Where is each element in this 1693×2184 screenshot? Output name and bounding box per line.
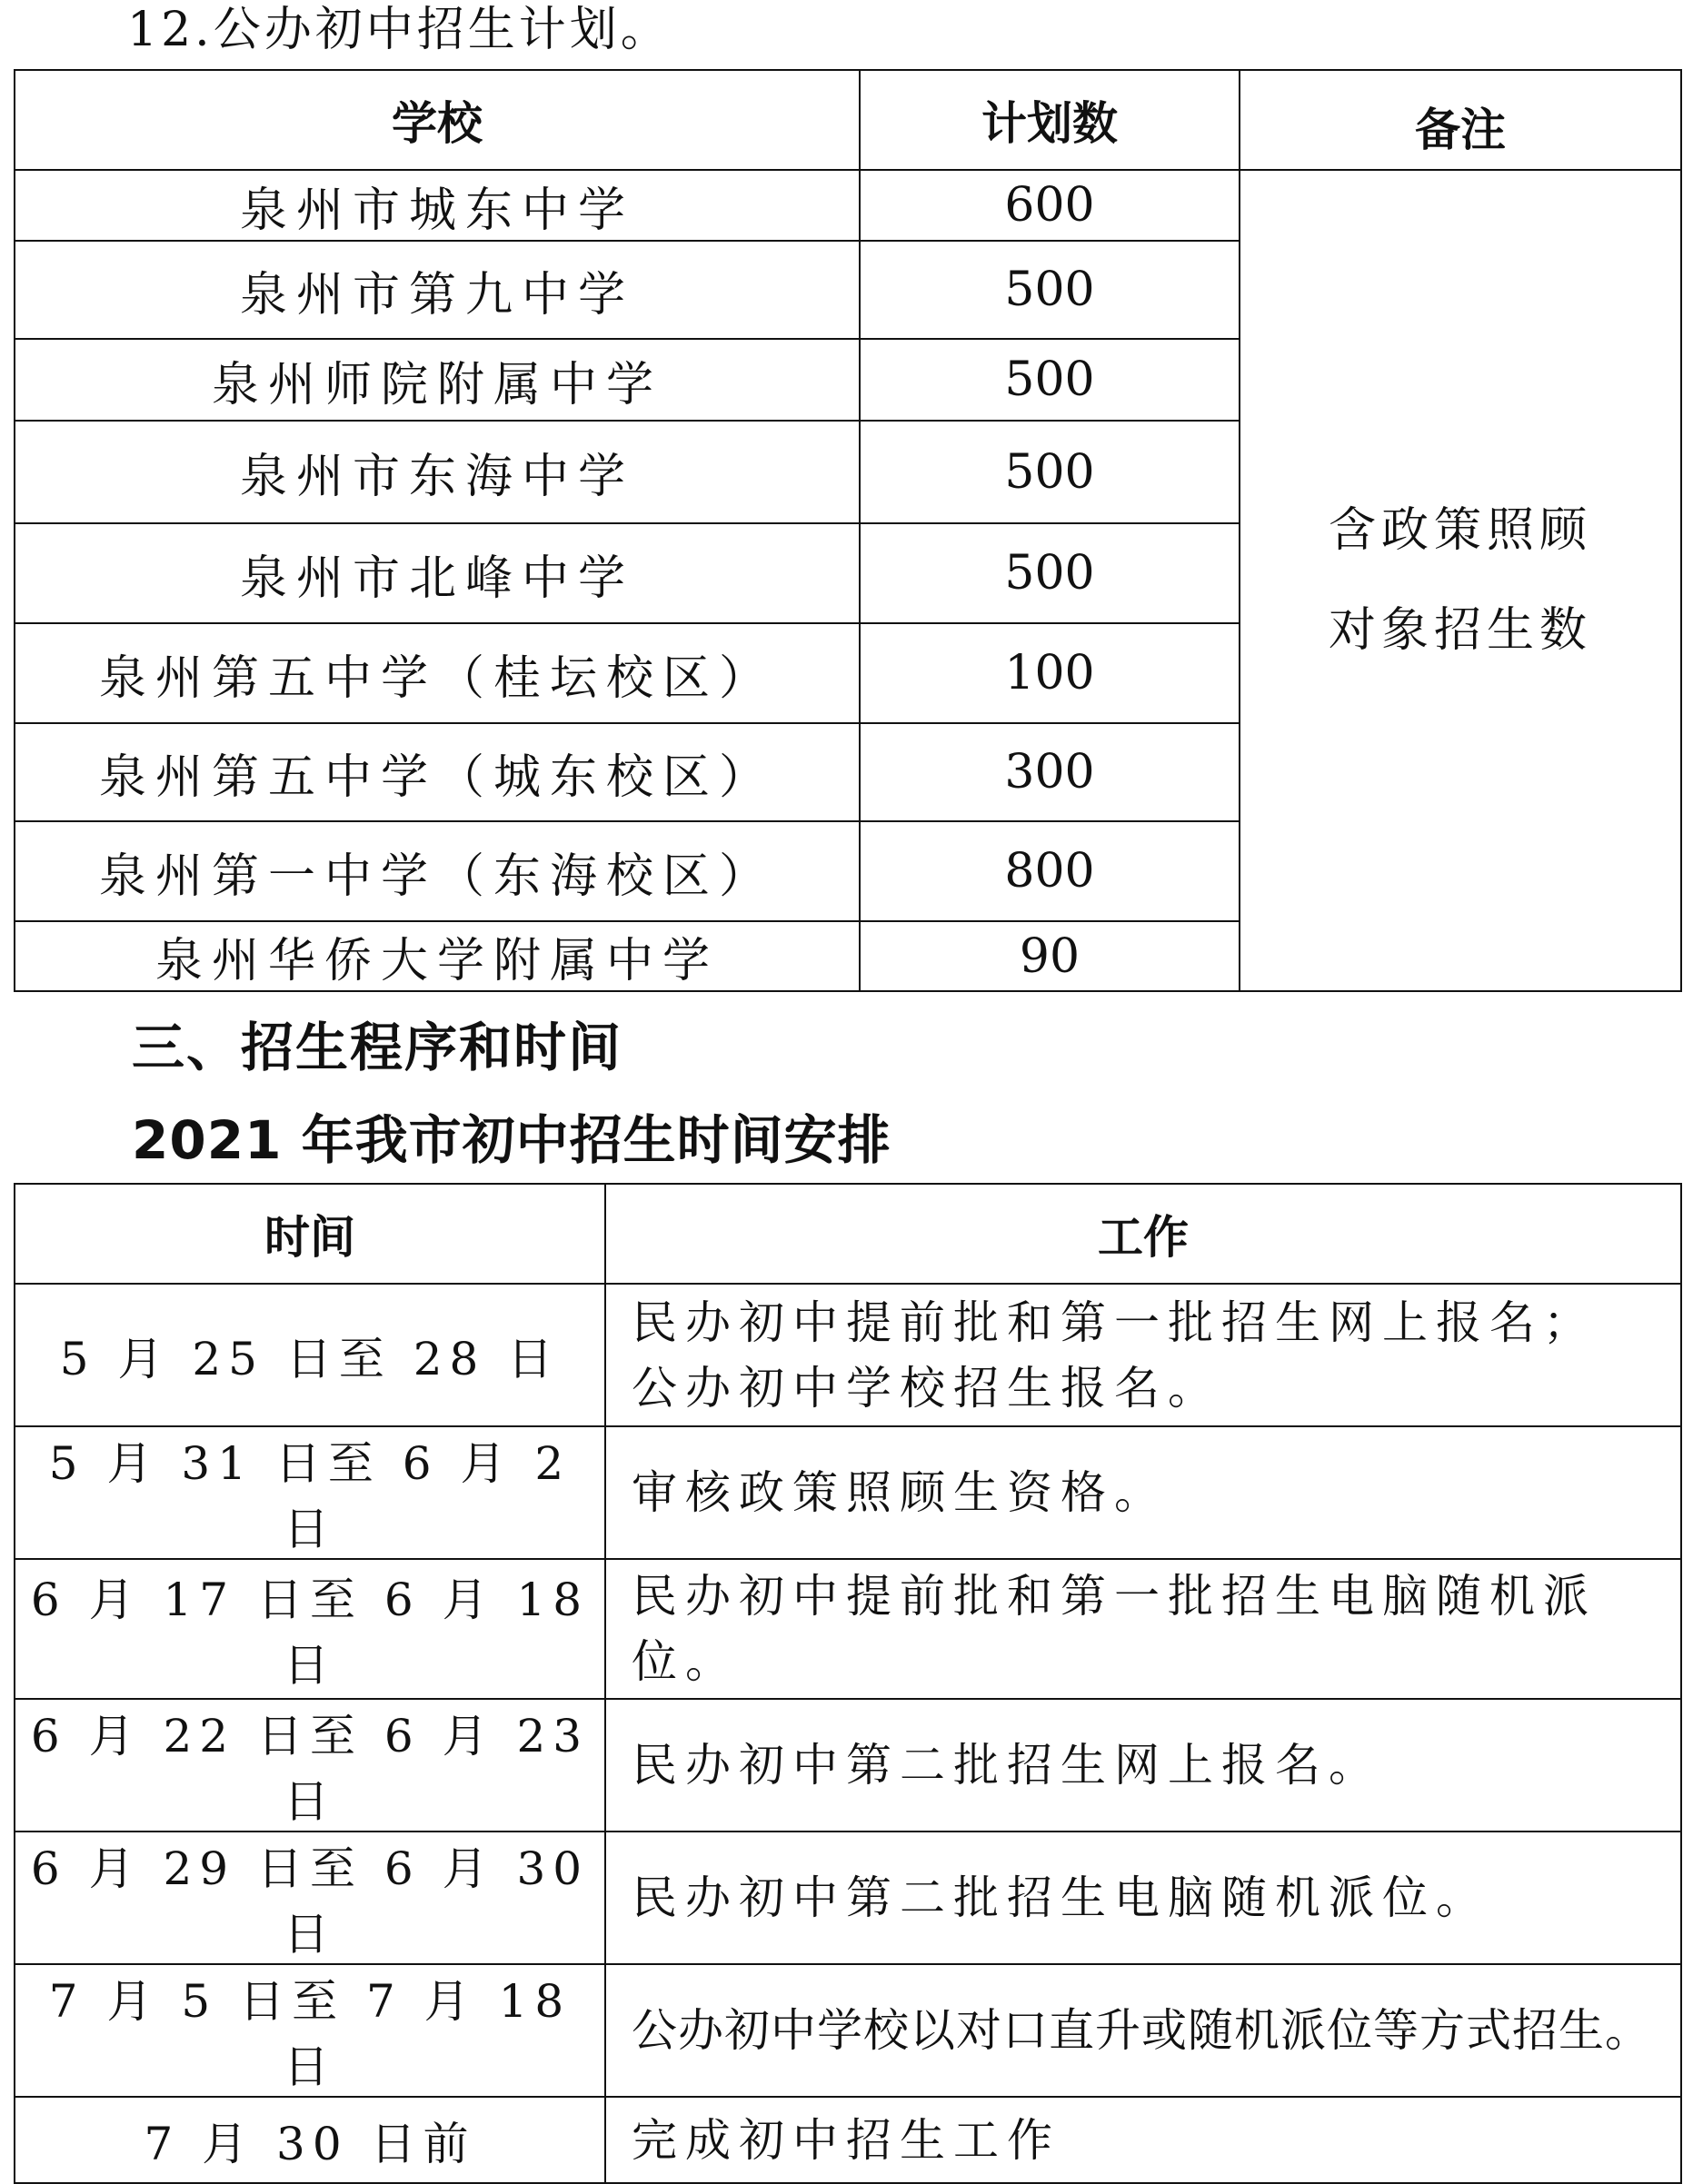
enrollment-plan-table [14,69,1682,992]
table-header-row [15,1184,1681,1284]
schedule-work [605,1426,1681,1559]
header-school: 学校 [15,70,860,170]
school-name: 泉州市东海中学 [15,421,860,523]
header-work: 工作 [605,1184,1681,1284]
schedule-work [605,1559,1681,1699]
schedule-time: 5 月 25 日至 28 日 [15,1284,605,1426]
work-line: 公办初中学校招生报名。 [632,1361,1221,1415]
schedule-time: 7 月 5 日至 7 月 18 日 [15,1964,605,2097]
schedule-work [605,2097,1681,2183]
section-heading: 三、招生程序和时间 [132,1017,623,1078]
schedule-time: 5 月 31 日至 6 月 2 日 [15,1426,605,1559]
table-header-row [15,70,1681,170]
table-row [15,1699,1681,1832]
school-name: 泉州市北峰中学 [15,523,860,623]
note-line: 含政策照顾 [1328,503,1592,558]
school-name: 泉州华侨大学附属中学 [15,921,860,991]
plan-count: 800 [860,821,1240,921]
note-cell [1240,170,1681,991]
plan-count: 500 [860,523,1240,623]
schedule-work [605,1832,1681,1964]
plan-count: 500 [860,421,1240,523]
plan-count: 100 [860,623,1240,723]
table-row [15,170,1681,241]
school-name: 泉州市城东中学 [15,170,860,241]
schedule-work [605,1964,1681,2097]
schedule-heading: 2021 年我市初中招生时间安排 [132,1109,891,1171]
schedule-time: 6 月 22 日至 6 月 23 日 [15,1699,605,1832]
table-row [15,1559,1681,1699]
work-line: 民办初中提前批和第一批招生网上报名； [632,1296,1597,1349]
plan-count: 500 [860,339,1240,421]
table-row [15,1284,1681,1426]
table-row [15,1832,1681,1964]
schedule-time: 7 月 30 日前 [15,2097,605,2183]
table-row [15,1426,1681,1559]
work-line: 位。 [632,1635,739,1688]
enrollment-schedule-table [14,1183,1682,2184]
plan-count: 300 [860,723,1240,821]
schedule-time: 6 月 29 日至 6 月 30 日 [15,1832,605,1964]
school-name: 泉州第五中学（桂坛校区） [15,623,860,723]
work-line: 民办初中提前批和第一批招生电脑随机派 [632,1570,1597,1623]
school-name: 泉州第一中学（东海校区） [15,821,860,921]
work-line: 完成初中招生工作 [632,2113,1061,2167]
schedule-work [605,1699,1681,1832]
work-line: 民办初中第二批招生电脑随机派位。 [632,1871,1489,1924]
table-row [15,1964,1681,2097]
school-name: 泉州师院附属中学 [15,339,860,421]
plan-count: 500 [860,241,1240,339]
header-count: 计划数 [860,70,1240,170]
school-name: 泉州市第九中学 [15,241,860,339]
table-row [15,2097,1681,2183]
work-line: 公办初中学校以对口直升或随机派位等方式招生。 [632,2004,1651,2057]
schedule-work [605,1284,1681,1426]
plan-heading: 12.公办初中招生计划。 [127,3,672,57]
schedule-time: 6 月 17 日至 6 月 18 日 [15,1559,605,1699]
header-note: 备注 [1240,70,1681,170]
work-line: 审核政策照顾生资格。 [632,1466,1168,1519]
header-time: 时间 [15,1184,605,1284]
note-line: 对象招生数 [1328,603,1592,658]
plan-count: 90 [860,921,1240,991]
work-line: 民办初中第二批招生网上报名。 [632,1739,1382,1792]
school-name: 泉州第五中学（城东校区） [15,723,860,821]
plan-count: 600 [860,170,1240,241]
